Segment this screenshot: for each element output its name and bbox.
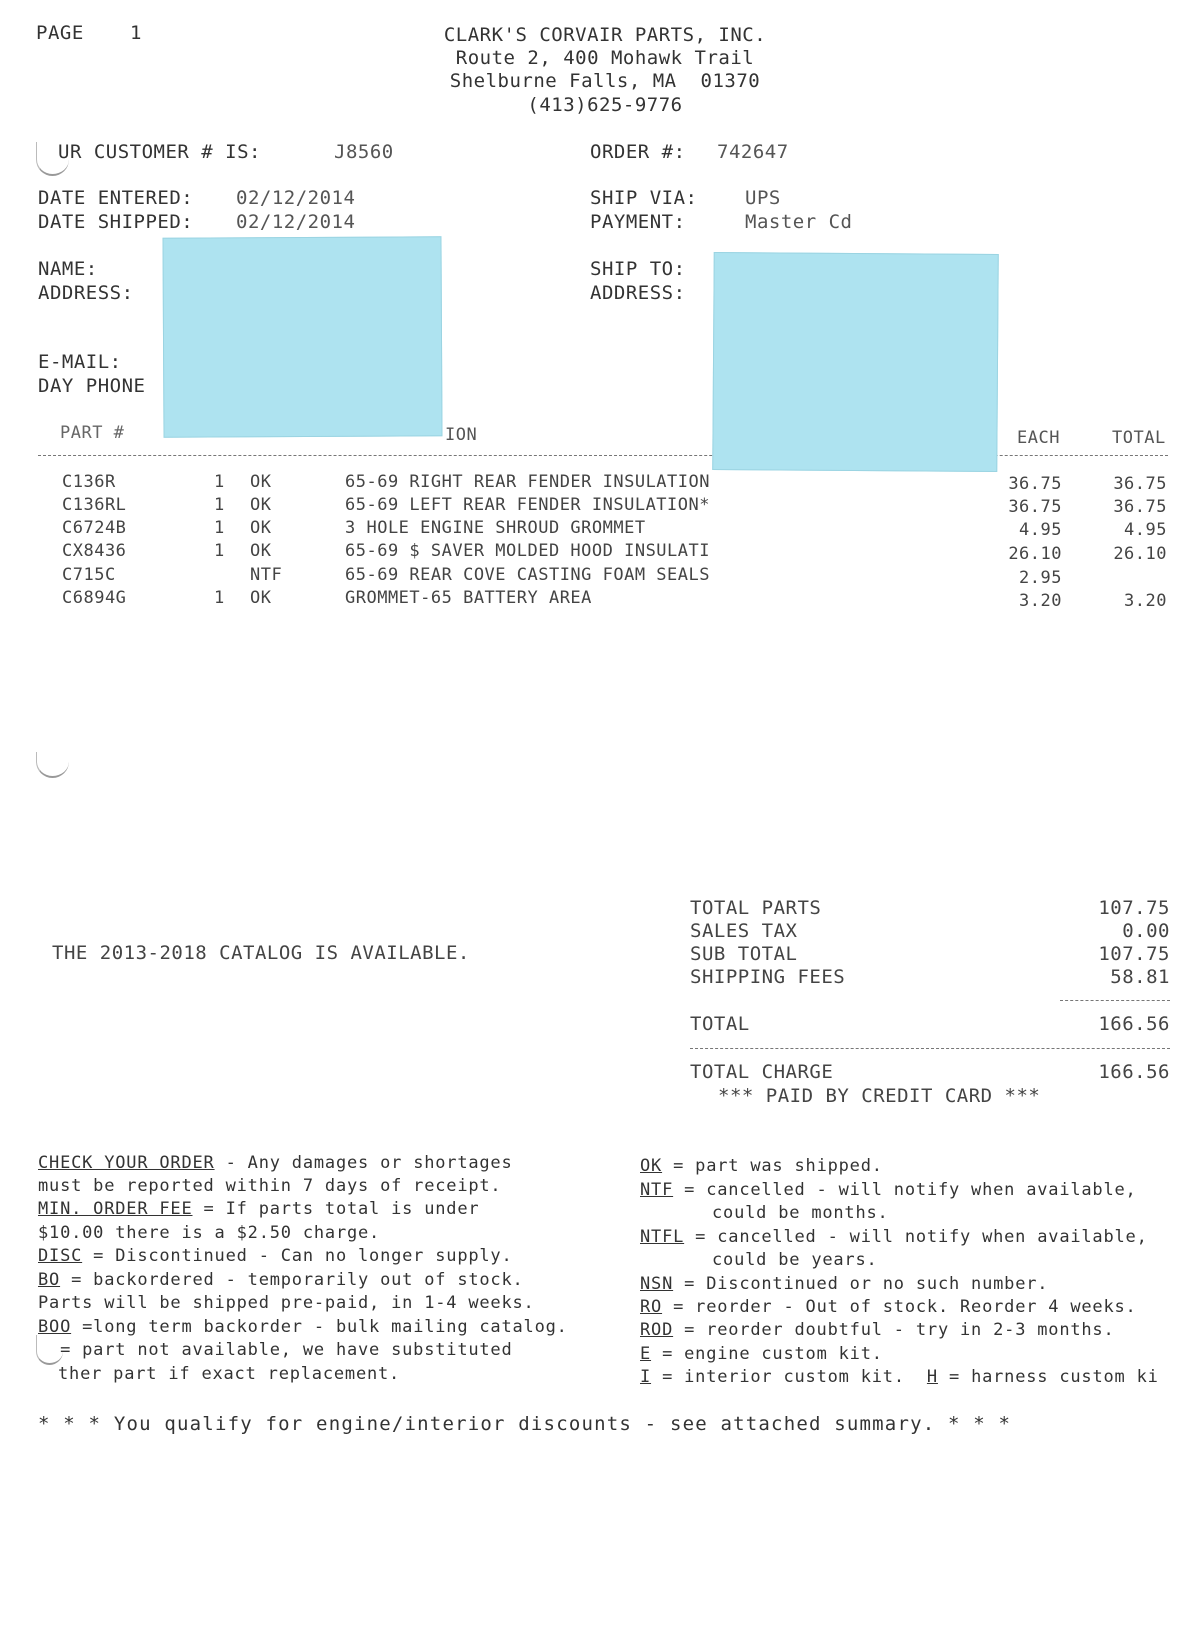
legend-term-min: MIN. ORDER FEE [38,1199,193,1219]
redaction-sticker-customer [162,236,442,437]
sub-total-value: 107.75 [1098,943,1170,965]
legend-term-rod: ROD [640,1320,674,1340]
col-header-part: PART # [60,423,125,443]
col-header-total: TOTAL [1112,428,1166,448]
cell-description: 65-69 REAR COVE CASTING FOAM SEALS [345,565,710,585]
company-phone: (413)625-9776 [527,94,683,116]
ship-via-label: SHIP VIA: [590,187,698,209]
legend-text-rod: = reorder doubtful - try in 2-3 months. [673,1320,1115,1340]
cell-part: C136RL [62,495,127,515]
page-label: PAGE [36,22,84,44]
cell-status: OK [250,472,272,492]
total-parts-label: TOTAL PARTS [690,897,822,919]
catalog-note: THE 2013-2018 CATALOG IS AVAILABLE. [52,942,470,964]
cell-qty: 1 [214,588,225,608]
sub-total-label: SUB TOTAL [690,943,798,965]
total-charge-value: 166.56 [1098,1061,1170,1083]
legend-term-bo: BO [38,1270,61,1290]
legend-text-bo: = backordered - temporarily out of stock. [60,1270,524,1290]
total-label: TOTAL [690,1013,750,1035]
legend-text-h: = harness custom ki [937,1369,1159,1386]
redaction-sticker-ship-to [712,252,999,472]
cell-total: 36.75 [1113,497,1167,517]
paid-note: *** PAID BY CREDIT CARD *** [718,1085,1041,1107]
cell-description: 65-69 LEFT REAR FENDER INSULATION* [345,495,710,515]
legend-text-ntfl: = cancelled - will notify when available, [684,1227,1148,1247]
cell-total: 26.10 [1113,544,1167,564]
cell-each: 26.10 [1008,544,1062,564]
legend-text-ntf: = cancelled - will notify when available, [673,1180,1137,1200]
legend-text-min: = If parts total is under [192,1199,480,1219]
cell-each: 2.95 [1019,568,1062,588]
cell-each: 4.95 [1019,520,1062,540]
legend-term-e: E [640,1344,652,1364]
order-label: ORDER #: [590,141,686,163]
date-entered-label: DATE ENTERED: [38,187,194,209]
legend-text-check: - Any damages or shortages [214,1153,513,1173]
total-divider [690,1048,1170,1049]
date-shipped-label: DATE SHIPPED: [38,211,194,233]
legend-text-nsn: = Discontinued or no such number. [673,1274,1049,1294]
order-number: 742647 [717,141,789,163]
legend-text-i: = interior custom kit. [651,1369,927,1386]
col-header-description: ION [445,425,478,445]
legend-text-boo: =long term backorder - bulk mailing catalog. [71,1317,568,1337]
cell-part: C6724B [62,518,127,538]
table-header-divider [38,455,1168,456]
legend-term-check: CHECK YOUR ORDER [38,1153,215,1173]
cell-qty: 1 [214,472,225,492]
cell-description: 65-69 RIGHT REAR FENDER INSULATION [345,472,710,492]
payment-label: PAYMENT: [590,211,686,233]
date-entered: 02/12/2014 [236,187,356,209]
legend-term-ro: RO [640,1297,663,1317]
company-street: Route 2, 400 Mohawk Trail [455,47,755,69]
sales-tax-value: 0.00 [1122,920,1170,942]
date-shipped: 02/12/2014 [236,211,356,233]
total-parts-value: 107.75 [1098,897,1170,919]
shipping-fees-label: SHIPPING FEES [690,966,846,988]
legend-text-substitute-2: ther part if exact replacement. [58,1364,401,1384]
punch-hole-middle [36,752,69,778]
cell-part: C6894G [62,588,127,608]
cell-qty: 1 [214,495,225,515]
col-header-each: EACH [1017,428,1060,448]
legend-term-i: I [640,1369,652,1386]
legend-text-bo-2: Parts will be shipped pre-paid, in 1-4 weeks. [38,1293,535,1313]
payment-method: Master Cd [745,211,853,233]
legend-term-nsn: NSN [640,1274,674,1294]
cell-qty: 1 [214,518,225,538]
cell-each: 36.75 [1008,474,1062,494]
cell-part: C715C [62,565,116,585]
legend-text-e: = engine custom kit. [651,1344,883,1364]
cell-description: 3 HOLE ENGINE SHROUD GROMMET [345,518,646,538]
cell-status: OK [250,588,272,608]
company-city: Shelburne Falls, MA 01370 [449,70,761,92]
name-label: NAME: [38,258,98,280]
address-label: ADDRESS: [38,282,134,304]
legend-term-ok: OK [640,1156,663,1176]
shipping-fees-value: 58.81 [1110,966,1170,988]
legend-term-h: H [926,1369,938,1386]
customer-label: UR CUSTOMER # IS: [58,141,261,163]
legend-text-ntfl-2: could be years. [712,1250,878,1270]
discount-footer: * * * You qualify for engine/interior discounts - see attached summary. * * * [38,1413,1012,1435]
ship-via: UPS [745,187,781,209]
legend-text-min-2: $10.00 there is a $2.50 charge. [38,1223,381,1243]
page-number: 1 [130,22,142,44]
cell-total: 36.75 [1113,474,1167,494]
legend-term-disc: DISC [38,1246,83,1266]
cell-total: 3.20 [1124,591,1167,611]
legend-text-substitute: = part not available, we have substituted [38,1340,513,1360]
cell-each: 36.75 [1008,497,1062,517]
cell-qty: 1 [214,541,225,561]
total-charge-label: TOTAL CHARGE [690,1061,834,1083]
cell-status: OK [250,495,272,515]
legend-text-ok: = part was shipped. [662,1156,883,1176]
cell-total: 4.95 [1124,520,1167,540]
ship-to-label: SHIP TO: [590,258,686,280]
cell-description: 65-69 $ SAVER MOLDED HOOD INSULATI [345,541,710,561]
legend-text-check-2: must be reported within 7 days of receipt. [38,1176,502,1196]
cell-part: CX8436 [62,541,127,561]
legend-term-ntf: NTF [640,1180,674,1200]
cell-part: C136R [62,472,116,492]
email-label: E-MAIL: [38,351,122,373]
legend-term-boo: BOO [38,1317,72,1337]
subtotal-divider [1060,1000,1170,1001]
cell-status: OK [250,518,272,538]
legend-text-ntf-2: could be months. [712,1203,889,1223]
cell-status: OK [250,541,272,561]
customer-number: J8560 [334,141,394,163]
legend-text-disc: = Discontinued - Can no longer supply. [82,1246,513,1266]
cell-each: 3.20 [1019,591,1062,611]
legend-text-ro: = reorder - Out of stock. Reorder 4 weeks. [662,1297,1137,1317]
total-value: 166.56 [1098,1013,1170,1035]
company-name: CLARK'S CORVAIR PARTS, INC. [443,24,767,46]
day-phone-label: DAY PHONE [38,375,146,397]
cell-description: GROMMET-65 BATTERY AREA [345,588,592,608]
cell-status: NTF [250,565,283,585]
legend-term-ntfl: NTFL [640,1227,685,1247]
sales-tax-label: SALES TAX [690,920,798,942]
ship-address-label: ADDRESS: [590,282,686,304]
